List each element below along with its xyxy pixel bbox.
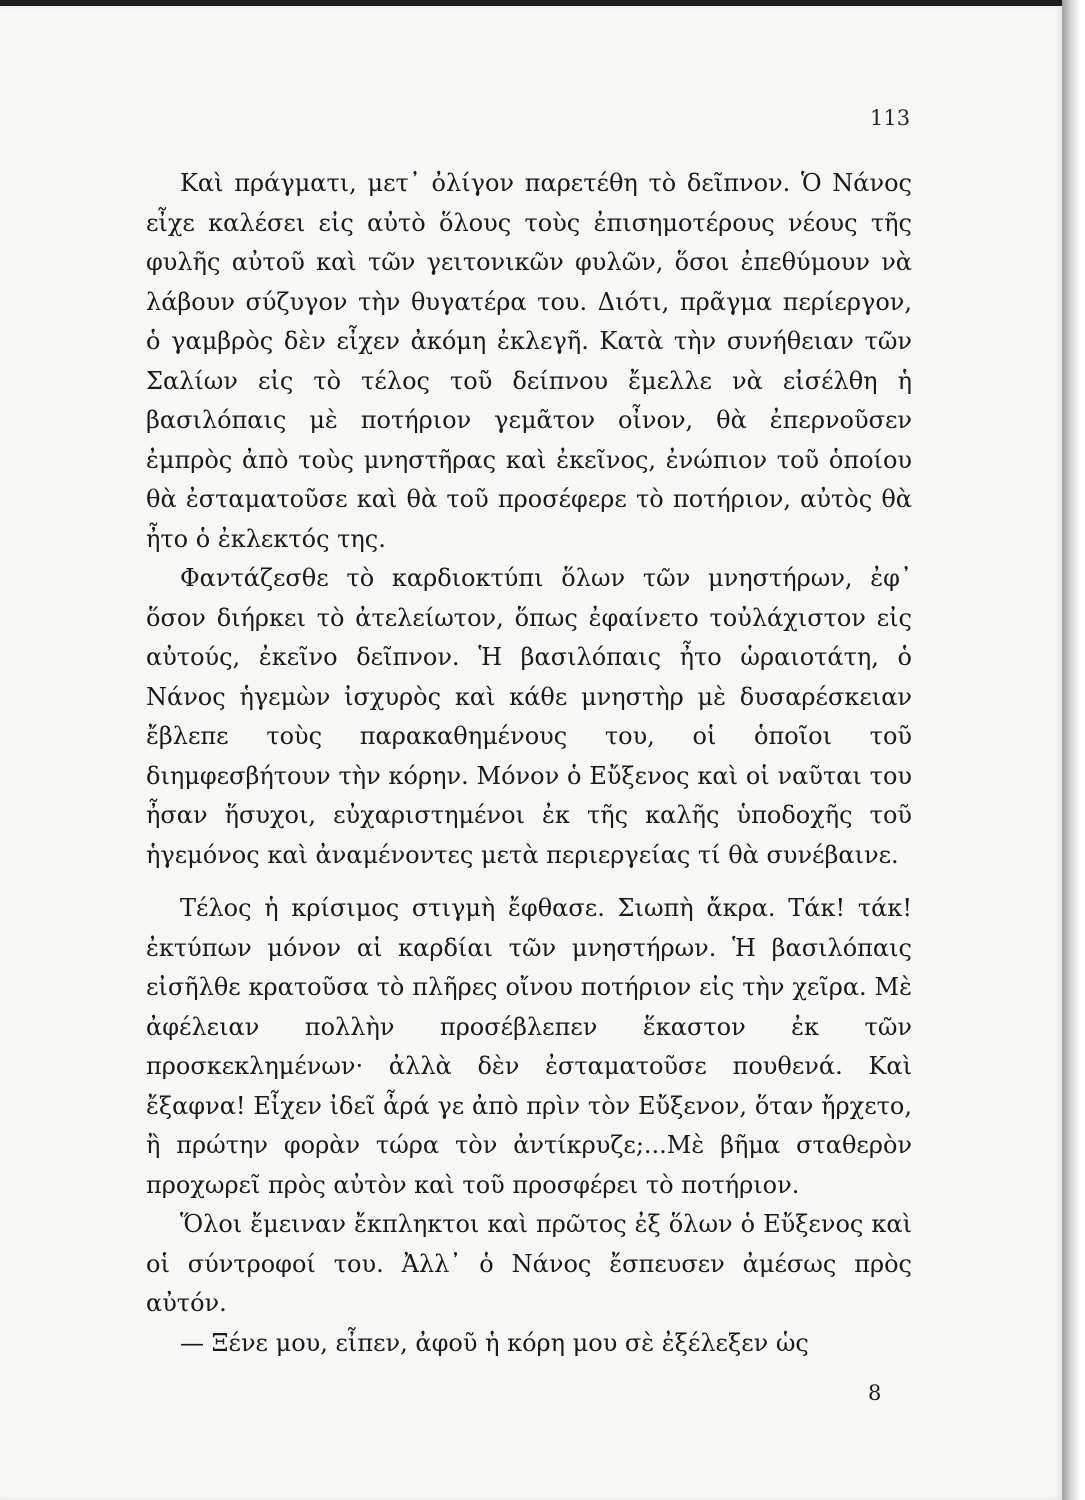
- paragraph-1: Καὶ πράγματι, μετ᾽ ὀλίγον παρετέθη τὸ δεῖπνον. Ὁ Νάνος εἶχε καλέσει εἰς αὐτὸ ὅλους τοὺς ἐπισημοτέρους νέους τῆς φυλῆς αὐτοῦ καὶ τῶν γειτονικῶν φυλῶν, ὅσοι ἐπεθύμουν νὰ λάβουν σύζυγον τὴν θυγατέρα του. Διότι, πρᾶγμα περίεργον, ὁ γαμβρὸς δὲν εἶχεν ἀκόμη ἐκλεγῆ. Κατὰ τὴν συνήθειαν τῶν Σαλίων εἰς τὸ τέλος τοῦ δείπνου ἔμελλε νὰ εἰσέλθη ἡ βασιλόπαις μὲ ποτήριον γεμᾶτον οἶνον, θὰ ἐπερνοῦσεν ἐμπρὸς ἀπὸ τοὺς μνηστῆρας καὶ ἐκεῖνος, ἐνώπιον τοῦ ὁποίου θὰ ἐσταματοῦσε καὶ θὰ τοῦ προσέφερε τὸ ποτήριον, αὐτὸς θὰ ἦτο ὁ ἐκλεκτός της.: [146, 169, 912, 553]
- scan-right-edge: [1062, 0, 1085, 1500]
- body-text: [146, 164, 912, 1363]
- paragraph-2: Φαντάζεσθε τὸ καρδιοκτύπι ὅλων τῶν μνηστήρων, ἐφ᾽ ὅσον διήρκει τὸ ἀτελείωτον, ὅπως ἐφαίνετο τοὐλάχιστον εἰς αὐτούς, ἐκεῖνο δεῖπνον. Ἡ βασιλόπαις ἦτο ὡραιοτάτη, ὁ Νάνος ἡγεμὼν ἰσχυρὸς καὶ κάθε μνηστὴρ μὲ δυσαρέσκειαν ἔβλεπε τοὺς παρακαθημένους του, οἱ ὁποῖοι τοῦ διημφεσβήτουν τὴν κόρην. Μόνον ὁ Εὔξενος καὶ οἱ ναῦται του ἦσαν ἥσυχοι, εὐχαριστημένοι ἐκ τῆς καλῆς ὑποδοχῆς τοῦ ἡγεμόνος καὶ ἀναμένοντες μετὰ περιεργείας τί θὰ συνέβαινε.: [146, 564, 912, 869]
- signature-mark: 8: [868, 1381, 882, 1405]
- book-page: [0, 6, 1063, 1500]
- paragraph-3: Τέλος ἡ κρίσιμος στιγμὴ ἔφθασε. Σιωπὴ ἄκρα. Τάκ! τάκ! ἐκτύπων μόνον αἱ καρδίαι τῶν μνηστήρων. Ἡ βασιλόπαις εἰσῆλθε κρατοῦσα τὸ πλῆρες οἴνου ποτήριον εἰς τὴν χεῖρα. Μὲ ἀφέλειαν πολλὴν προσέβλεπεν ἕκαστον ἐκ τῶν προσκεκλημένων· ἀλλὰ δὲν ἐσταματοῦσε πουθενά. Καὶ ἔξαφνα! Εἶχεν ἰδεῖ ἆρά γε ἀπὸ πρὶν τὸν Εὔξενον, ὅταν ἤρχετο, ἢ πρώτην φορὰν τώρα τὸν ἀντίκρυζε;...Μὲ βῆμα σταθερὸν προχωρεῖ πρὸς αὐτὸν καὶ τοῦ προσφέρει τὸ ποτήριον.: [146, 894, 912, 1199]
- paragraph-5: — Ξένε μου, εἶπεν, ἀφοῦ ἡ κόρη μου σὲ ἐξέλεξεν ὡς: [180, 1328, 809, 1357]
- paragraph-4: Ὅλοι ἔμειναν ἔκπληκτοι καὶ πρῶτος ἐξ ὅλων ὁ Εὔξενος καὶ οἱ σύντροφοί του. Ἀλλ᾽ ὁ Νάνος ἔσπευσεν ἀμέσως πρὸς αὐτόν.: [146, 1210, 912, 1317]
- page-number: 113: [870, 106, 911, 130]
